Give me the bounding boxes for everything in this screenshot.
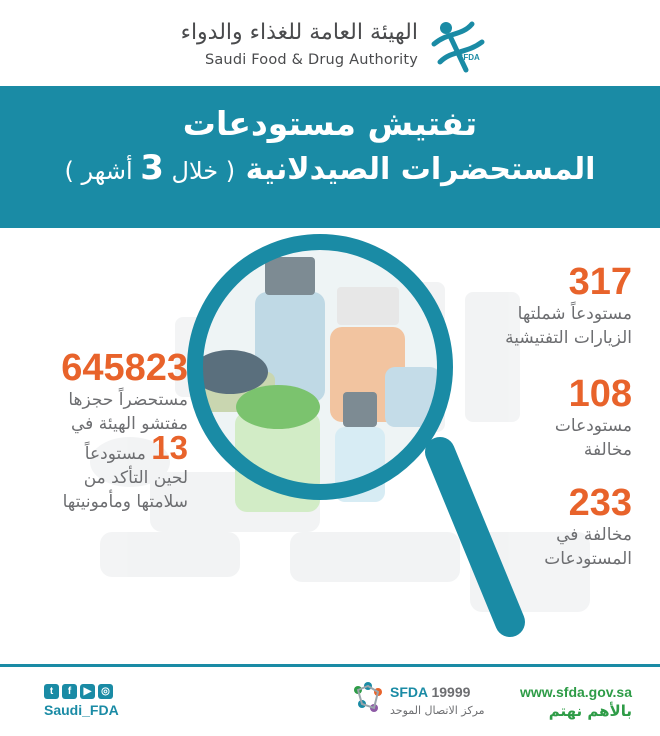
website-link[interactable]: www.sfda.gov.sa [519, 684, 632, 700]
stat-caption-line4: لحين التأكد من [83, 468, 188, 488]
title-months-number: 3 [140, 148, 164, 188]
stat-inspected-warehouses [505, 262, 632, 350]
stat-seized-products [30, 348, 188, 514]
sfda-logo-icon [426, 14, 490, 78]
stat-value: 233 [568, 482, 632, 524]
stat-caption-line2: مخالفة [583, 440, 632, 460]
stat-value: 317 [568, 261, 632, 303]
youtube-icon[interactable]: ▶ [80, 684, 95, 699]
stat-caption-line2: الزيارات التفتيشية [505, 328, 632, 348]
call-center-label: مركز الاتصال الموحد [390, 704, 485, 717]
instagram-icon[interactable]: ◎ [98, 684, 113, 699]
title-paren-open: ( خلال [163, 157, 236, 185]
footer-divider [0, 664, 660, 667]
facebook-icon[interactable]: f [62, 684, 77, 699]
stat-caption-line1: مستودعاً شملتها [517, 304, 632, 324]
stat-caption-line2: المستودعات [544, 549, 632, 569]
stat-caption-line2: مفتشو الهيئة في [71, 414, 188, 434]
sfda-phone: 19999 [427, 684, 471, 700]
stat-inline-value: 13 [151, 429, 188, 466]
stat-value: 108 [568, 373, 632, 415]
stat-caption-line1: مخالفة في [556, 525, 632, 545]
stat-violating-warehouses [555, 374, 632, 462]
page-title-line1: تفتيش مستودعات [182, 104, 478, 143]
slogan: بالأهم نهتم [548, 702, 632, 720]
social-handle[interactable]: Saudi_FDA [44, 702, 119, 718]
stat-caption-line3 [30, 429, 188, 466]
logo-badge: SFDA [458, 53, 480, 62]
stat-inline-word: مستودعاً [84, 444, 146, 464]
sfda-label: SFDA [390, 684, 428, 700]
stat-caption-line1: مستودعات [554, 416, 632, 436]
stat-caption-line1: مستحضراً حجزها [68, 390, 188, 410]
stat-violations [544, 483, 632, 571]
org-name-arabic: الهيئة العامة للغذاء والدواء [180, 20, 418, 45]
page-title-line2 [0, 148, 660, 188]
stat-value: 645823 [61, 347, 188, 389]
social-icons [44, 684, 113, 699]
twitter-icon[interactable]: t [44, 684, 59, 699]
org-name-english: Saudi Food & Drug Authority [204, 52, 418, 68]
stat-caption-line5: سلامتها ومأمونيتها [62, 492, 188, 512]
call-center-number [390, 684, 470, 700]
call-center-logo-icon [350, 680, 386, 716]
title-paren-close: أشهر ) [64, 157, 141, 185]
title-main: المستحضرات الصيدلانية [245, 152, 596, 187]
